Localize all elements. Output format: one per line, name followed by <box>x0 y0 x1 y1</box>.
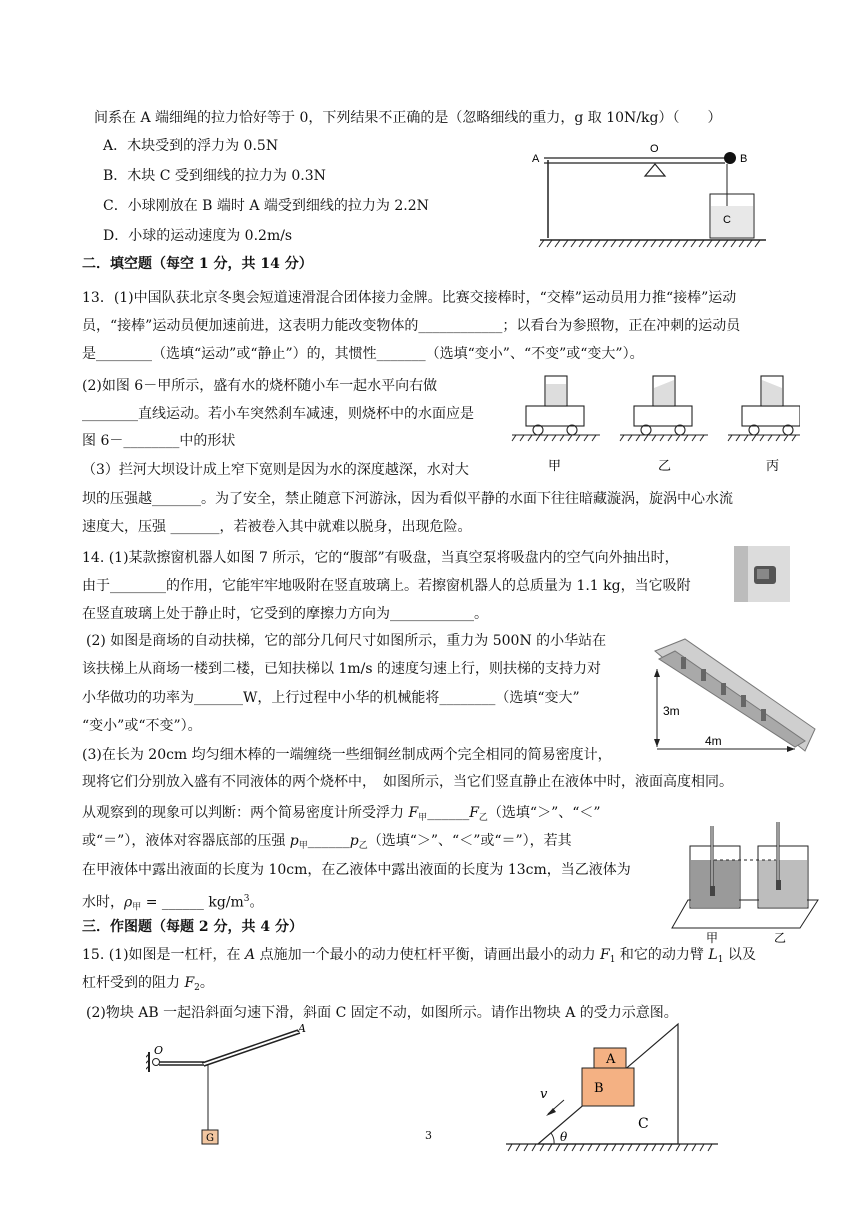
q14-esc-height: 3m <box>663 704 680 718</box>
q12-stem-tail: 间系在 A 端细绳的拉力恰好等于 0，下列结果不正确的是（忽略细线的重力，g 取 10N/kg）（ ） <box>94 110 722 126</box>
q14-line13: 水时，$\rho_甲$ = ______ $kg/m^3$。 <box>82 894 264 913</box>
q13-line2: 员，“接棒”运动员便加速前进，这表明力能改变物体的____________；以看台为参照物，正在冲刺的运动员 <box>82 318 741 334</box>
q12-lever-figure <box>530 138 766 250</box>
q13-line9: 速度大，压强 _______，若被卷入其中就难以脱身，出现危险。 <box>82 519 472 535</box>
q13-line3: 是________（选填“运动”或“静止”）的，其惯性_______（选填“变小”、“不变”或“变大”）。 <box>82 346 644 362</box>
q13-fig-label-jia: 甲 <box>548 459 562 474</box>
q15-lever-label-g: G <box>206 1133 214 1144</box>
q14-line10: 从观察到的现象可以判断：两个简易密度计所受浮力 $F_甲\_\_\_\_\_\_F_乙$（选填“＞”、“＜” <box>82 805 601 823</box>
q14-beaker-label-yi: 乙 <box>774 931 787 945</box>
q14-line12: 在甲液体中露出液面的长度为 10cm，在乙液体中露出液面的长度为 13cm，当乙液体为 <box>82 862 631 878</box>
q15-line1: 15. (1)如图是一杠杆，在 A 点施加一个最小的动力使杠杆平衡，请画出最小的动力 $F_1$ 和它的动力臂 $L_1$ 以及 <box>82 947 756 965</box>
q13-fig-label-bing: 丙 <box>766 459 780 474</box>
q12-option-d: D．小球的运动速度为 0.2m/s <box>103 228 293 244</box>
q15-incline-label-theta: θ <box>560 1130 568 1144</box>
q13-line6: 图 6－________中的形状 <box>82 433 236 449</box>
q12-option-b: B．木块 C 受到细线的拉力为 0.3N <box>103 168 326 184</box>
q12-fig-label-b: B <box>740 153 748 165</box>
q15-line2: 杠杆受到的阻力 $F_2$。 <box>82 975 214 993</box>
q12-fig-label-c: C <box>723 214 731 226</box>
q14-density-meter-figure <box>668 818 820 946</box>
q15-line3: (2)物块 AB 一起沿斜面匀速下滑，斜面 C 固定不动，如图所示。请作出物块 A 的受力示意图。 <box>86 1005 678 1021</box>
q14-line5: 该扶梯上从商场一楼到二楼，已知扶梯以 1m/s 的速度匀速上行，则扶梯的支持力对 <box>82 661 601 677</box>
q14-line9: 现将它们分别放入盛有不同液体的两个烧杯中， 如图所示，当它们竖直静止在液体中时，液面高度相同。 <box>82 774 733 790</box>
q14-line7: “变小”或“不变”）。 <box>82 718 202 734</box>
q13-line5: ________直线运动。若小车突然刹车减速，则烧杯中的水面应是 <box>82 406 474 422</box>
q14-line2: 由于________的作用，它能牢牢地吸附在竖直玻璃上。若擦窗机器人的总质量为 1.1 kg，当它吸附 <box>82 578 691 594</box>
q15-incline-label-b: B <box>594 1081 604 1096</box>
q15-incline-label-a: A <box>606 1052 616 1067</box>
q14-escalator-figure <box>645 633 825 759</box>
q14-robot-photo <box>734 546 790 602</box>
q14-line11: 或“＝”），液体对容器底部的压强 $p_甲\_\_\_\_\_\_p_乙$（选填“＞”、“＜”或“＝”），若其 <box>82 833 572 851</box>
q12-fig-label-a: A <box>532 153 540 165</box>
q14-line6: 小华做功的功率为_______W，上行过程中小华的机械能将________（选填“变大” <box>82 690 580 706</box>
q12-fig-label-o: O <box>650 143 659 155</box>
q13-line7: （3）拦河大坝设计成上窄下宽则是因为水的深度越深，水对大 <box>82 462 469 478</box>
q12-option-a: A．木块受到的浮力为 0.5N <box>103 138 279 154</box>
q14-beaker-label-jia: 甲 <box>706 931 719 945</box>
q15-lever-label-o: O <box>154 1044 164 1057</box>
q13-line1: 13．(1)中国队获北京冬奥会短道速滑混合团体接力金牌。比赛交接棒时，“交棒”运动员用力推“接棒”运动 <box>82 290 737 306</box>
q14-line4: (2) 如图是商场的自动扶梯，它的部分几何尺寸如图所示，重力为 500N 的小华站在 <box>86 633 607 649</box>
q15-incline-label-c: C <box>638 1116 649 1132</box>
section-2-title: 二．填空题（每空 1 分，共 14 分） <box>82 256 313 272</box>
q15-incline-figure <box>506 1020 730 1158</box>
q14-line1: 14. (1)某款擦窗机器人如图 7 所示，它的“腹部”有吸盘，当真空泵将吸盘内的空气向外抽出时， <box>82 550 679 566</box>
page-number: 3 <box>425 1129 432 1142</box>
q14-esc-width: 4m <box>705 734 722 748</box>
q14-line3: 在竖直玻璃上处于静止时，它受到的摩擦力方向为____________。 <box>82 606 488 622</box>
q13-line8: 坝的压强越_______。为了安全，禁止随意下河游泳，因为看似平静的水面下往往暗藏漩涡，旋涡中心水流 <box>82 491 733 507</box>
q14-line8: (3)在长为 20cm 均匀细木棒的一端缠绕一些细铜丝制成两个完全相同的简易密度计， <box>82 747 612 763</box>
q15-lever-label-a: A <box>298 1024 306 1035</box>
q13-fig-label-yi: 乙 <box>658 459 672 474</box>
q15-incline-label-v: v <box>540 1087 548 1102</box>
section-3-title: 三．作图题（每题 2 分，共 4 分） <box>82 919 303 935</box>
q13-carts-figure <box>508 366 800 478</box>
q15-lever-figure <box>146 1024 322 1148</box>
q12-option-c: C．小球刚放在 B 端时 A 端受到细线的拉力为 2.2N <box>103 198 429 214</box>
q13-line4: (2)如图 6－甲所示，盛有水的烧杯随小车一起水平向右做 <box>82 378 438 394</box>
